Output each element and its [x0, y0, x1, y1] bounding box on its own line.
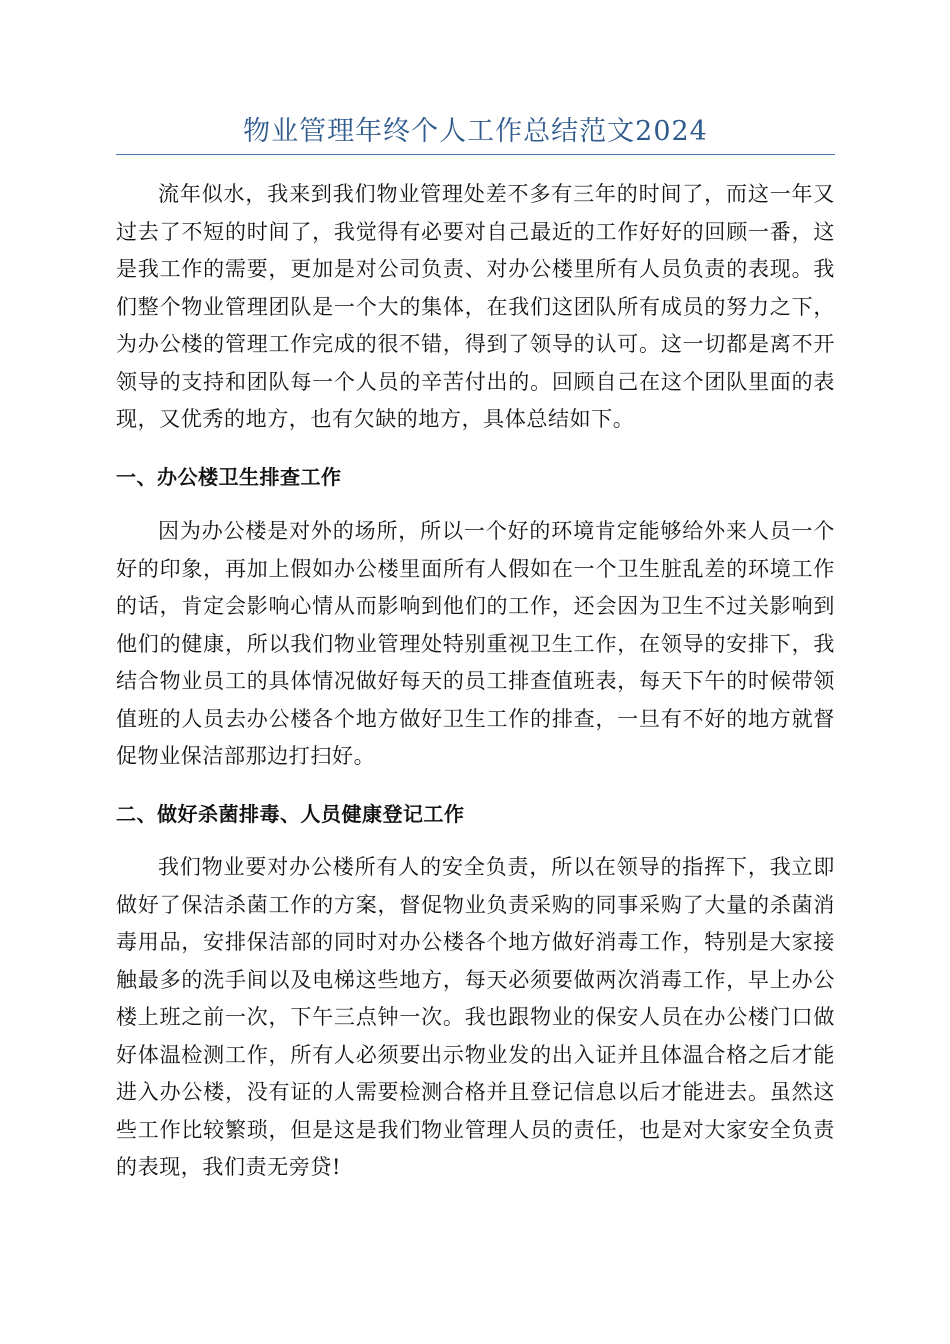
intro-paragraph: 流年似水，我来到我们物业管理处差不多有三年的时间了，而这一年又过去了不短的时间了，我觉得有必要对自己最近的工作好好的回顾一番，这是我工作的需要，更加是对公司负责、对办公楼里所有人员负责的表现。我们整个物业管理团队是一个大的集体，在我们这团队所有成员的努力之下，为办公楼的管理工作完成的很不错，得到了领导的认可。这一切都是离不开领导的支持和团队每一个人员的辛苦付出的。回顾自己在这个团队里面的表现，又优秀的地方，也有欠缺的地方，具体总结如下。 — [116, 182, 835, 431]
section-body-disinfection: 我们物业要对办公楼所有人的安全负责，所以在领导的指挥下，我立即做好了保洁杀菌工作的方案，督促物业负责采购的同事采购了大量的杀菌消毒用品，安排保洁部的同时对办公楼各个地方做好消毒工作，特别是大家接触最多的洗手间以及电梯这些地方，每天必须要做两次消毒工作，早上办公楼上班之前一次，下午三点钟一次。我也跟物业的保安人员在办公楼门口做好体温检测工作，所有人必须要出示物业发的出入证并且体温合格之后才能进入办公楼，没有证的人需要检测合格并且登记信息以后才能进去。虽然这些工作比较繁琐，但是这是我们物业管理人员的责任，也是对大家安全负责的表现，我们责无旁贷! — [116, 855, 835, 1179]
document-title: 物业管理年终个人工作总结范文2024 — [243, 116, 708, 147]
section-body-sanitation: 因为办公楼是对外的场所，所以一个好的环境肯定能够给外来人员一个好的印象，再加上假如办公楼里面所有人假如在一个卫生脏乱差的环境工作的话，肯定会影响心情从而影响到他们的工作，还会因为卫生不过关影响到他们的健康，所以我们物业管理处特别重视卫生工作，在领导的安排下，我结合物业员工的具体情况做好每天的员工排查值班表，每天下午的时候带领值班的人员去办公楼各个地方做好卫生工作的排查，一旦有不好的地方就督促物业保洁部那边打扫好。 — [116, 519, 835, 768]
title-underline — [116, 154, 835, 155]
section-heading-sanitation: 一、办公楼卫生排查工作 — [116, 465, 342, 489]
section-heading-disinfection: 二、做好杀菌排毒、人员健康登记工作 — [116, 802, 465, 826]
